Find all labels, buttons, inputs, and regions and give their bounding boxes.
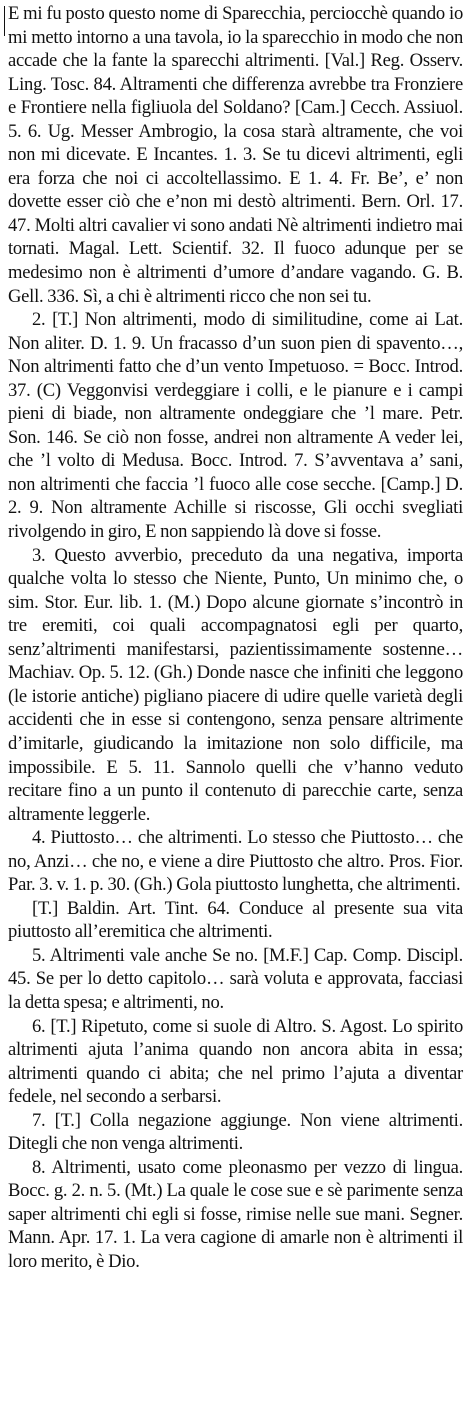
sense-6-ripetuto: 6. [T.] Ripetuto, come si suole di Altro. S. Agost. Lo spirito altrimenti ajuta l’anima quando non ancora abita in essa; altrimenti quando ci abita; che nel primo l’ajuta a diventar fedele, nel secondo a serbarsi. xyxy=(8,1015,463,1108)
sense-2-non-altrimenti: 2. [T.] Non altrimenti, modo di similitudine, come ai Lat. Non aliter. D. 1. 9. Un fracasso d’un suon pien di spavento…, Non altrimenti fatto che d’un vento Impetuoso. = Bocc. Introd. 37. (C) Veggonvisi verdeggiare i colli, e le pianure e i campi pieni di biade, non altramente ondeggiare che ’l mare. Petr. Son. 146. Se ciò non fosse, andrei non altramente A veder lei, che ’l volto di Medusa. Bocc. Introd. 7. S’avventava a’ sani, non altrimenti che faccia ’l fuoco alle cose secche. [Camp.] D. 2. 9. Non altramente Achille si riscosse, Gli occhi svegliati rivolgendo in giro, E non sappiendo là dove si fosse. xyxy=(8,309,463,543)
margin-rule xyxy=(4,6,5,36)
entry-continuation: E mi fu posto questo nome di Sparecchia, perciocchè quando io mi metto intorno a una tavola, io la sparecchio in modo che non accade che la fante la sparecchi altrimenti. [Val.] Reg. Osserv. Ling. Tosc. 84. Altramenti che differenza avrebbe tra Fronziere e Frontiere nella figliuola del Soldano? [Cam.] Cecch. Assiuol. 5. 6. Ug. Messer Ambrogio, la cosa starà altramente, che voi non mi dicevate. E Incantes. 1. 3. Se tu dicevi altrimenti, egli era forza che noi ci accoltellassimo. E 1. 4. Fr. Be’, e’ non dovette esser ciò che e’non mi destò altrimenti. Bern. Orl. 17. 47. Molti altri cavalier vi sono andati Nè altrimenti indietro mai tornati. Magal. Lett. Scientif. 32. Il fuoco adunque per se medesimo non è altrimenti d’umore d’andare vagando. G. B. Gell. 336. Sì, a chi è altrimenti ricco che non sei tu. xyxy=(8,3,463,307)
sense-8-pleonasmo: 8. Altrimenti, usato come pleonasmo per vezzo di lingua. Bocc. g. 2. n. 5. (Mt.) La quale le cose sue e sè parimente senza saper altrimenti chi egli si fosse, rimise nelle sue mani. Segner. Mann. Apr. 17. 1. La vera cagione di amarle non è altrimenti il loro merito, è Dio. xyxy=(8,1156,463,1272)
sense-4-example: [T.] Baldin. Art. Tint. 64. Conduce al presente sua vita piuttosto all’eremitica che altrimenti. xyxy=(8,897,463,943)
sense-4-piuttosto: 4. Piuttosto… che altrimenti. Lo stesso che Piuttosto… che no, Anzi… che no, e viene a dire Piuttosto che altro. Pros. Fior. Par. 3. v. 1. p. 30. (Gh.) Gola piuttosto lunghetta, che altrimenti. xyxy=(8,827,463,896)
sense-5-se-no: 5. Altrimenti vale anche Se no. [M.F.] Cap. Comp. Discipl. 45. Se per lo detto capitolo… sarà voluta e approvata, facciasi la detta spesa; e altrimenti, no. xyxy=(8,944,463,1013)
sense-3-negative: 3. Questo avverbio, preceduto da una negativa, importa qualche volta lo stesso che Niente, Punto, Un minimo che, o sim. Stor. Eur. lib. 1. (M.) Dopo alcune giornate s’incontrò in tre eremiti, coi quali accompagnatosi egli per quarto, senz’altrimenti manifestarsi, pazientissimamente sostenne… Machiav. Op. 5. 12. (Gh.) Donde nasce che infiniti che leggono (le istorie antiche) pigliano piacere di udire quelle varietà degli accidenti che in esse si contengono, senza pensare altrimente d’imitarle, giudicando la imitazione non solo difficile, ma impossibile. E 5. 11. Sannolo quelli che v’hanno veduto recitare fino a un punto il contenuto di parecchie carte, senza altramente leggerle. xyxy=(8,544,463,825)
sense-7-negazione: 7. [T.] Colla negazione aggiunge. Non viene altrimenti. Ditegli che non venga altrimenti. xyxy=(8,1109,463,1155)
